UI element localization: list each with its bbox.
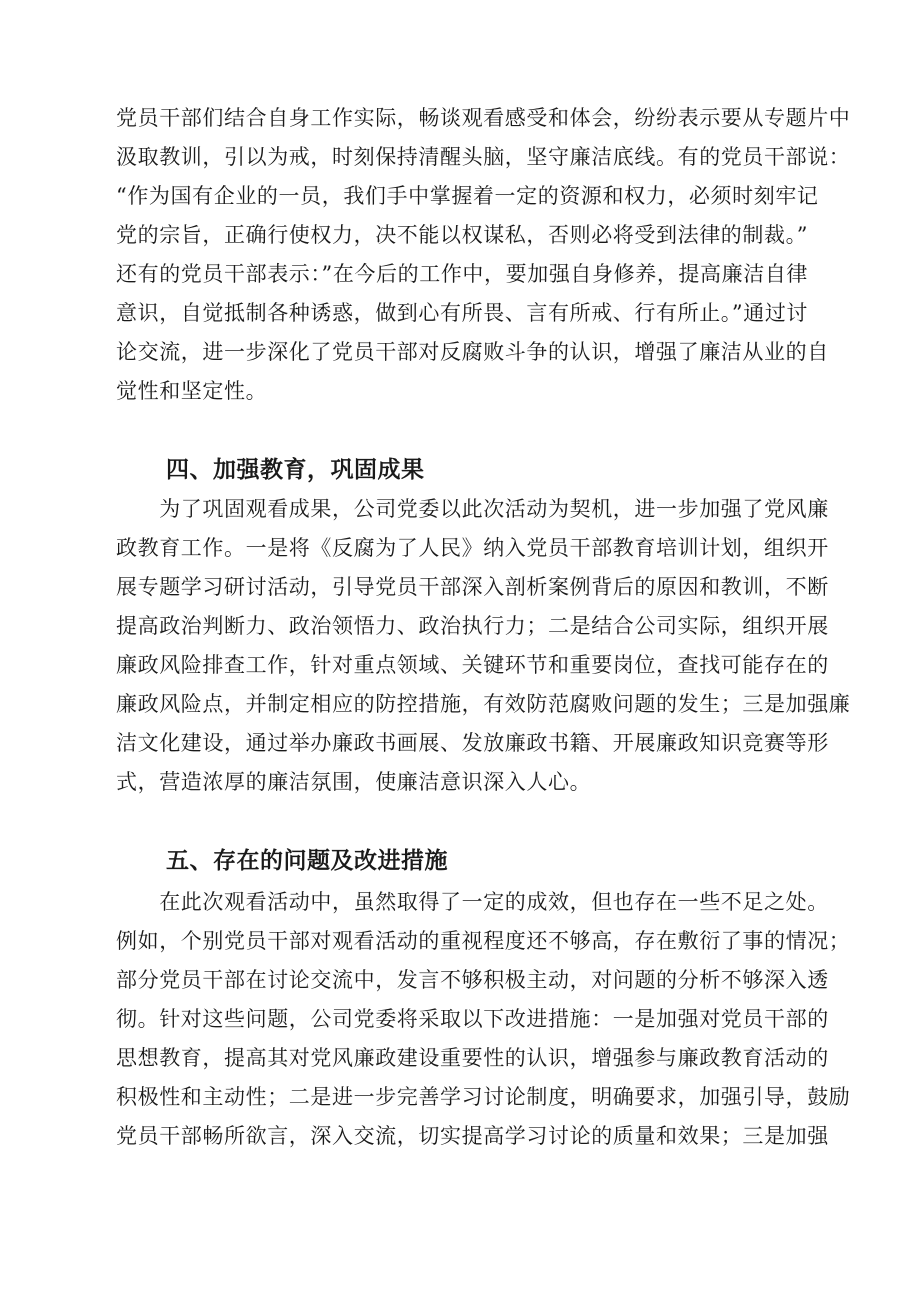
text-line: 洁文化建设，通过举办廉政书画展、发放廉政书籍、开展廉政知识竞赛等形: [116, 731, 829, 755]
section-5: [116, 841, 836, 881]
paragraph-discussion: [116, 99, 851, 411]
text-line: 思想教育，提高其对党风廉政建设重要性的认识，增强参与廉政教育活动的: [116, 1046, 829, 1070]
text-line: 积极性和主动性；二是进一步完善学习讨论制度，明确要求，加强引导，鼓励: [116, 1085, 851, 1109]
section-heading: 五、存在的问题及改进措施: [166, 848, 448, 874]
text-line: 汲取教训，引以为戒，时刻保持清醒头脑，坚守廉洁底线。有的党员干部说：: [116, 145, 851, 169]
text-line: 廉政风险排查工作，针对重点领域、关键环节和重要岗位，查找可能存在的: [116, 653, 829, 677]
text-line: 觉性和坚定性。: [116, 379, 268, 403]
section-4: [116, 450, 836, 490]
text-line: 在此次观看活动中，虽然取得了一定的成效，但也存在一些不足之处。: [116, 890, 829, 914]
text-line: 式，营造浓厚的廉洁氛围，使廉洁意识深入人心。: [116, 770, 592, 794]
text-line: 党员干部畅所欲言，深入交流，切实提高学习讨论的质量和效果；三是加强: [116, 1124, 829, 1148]
paragraph-problems: [116, 883, 851, 1156]
section-heading: 四、加强教育，巩固成果: [166, 457, 425, 483]
text-line: 政教育工作。一是将《反腐为了人民》纳入党员干部教育培训计划，组织开: [116, 536, 829, 560]
text-line: “作为国有企业的一员，我们手中掌握着一定的资源和权力，必须时刻牢记: [116, 184, 819, 208]
text-line: 廉政风险点，并制定相应的防控措施，有效防范腐败问题的发生；三是加强廉: [116, 692, 851, 716]
text-line: 意识，自觉抵制各种诱惑，做到心有所畏、言有所戒、行有所止。”通过讨: [116, 301, 809, 325]
text-line: 还有的党员干部表示：”在今后的工作中，要加强自身修养，提高廉洁自律: [116, 262, 809, 286]
text-line: 提高政治判断力、政治领悟力、政治执行力；二是结合公司实际，组织开展: [116, 614, 829, 638]
text-line: 党的宗旨，正确行使权力，决不能以权谋私，否则必将受到法律的制裁。”: [116, 223, 809, 247]
text-line: 展专题学习研讨活动，引导党员干部深入剖析案例背后的原因和教训，不断: [116, 575, 829, 599]
text-line: 例如，个别党员干部对观看活动的重视程度还不够高，存在敷衍了事的情况；: [116, 929, 851, 953]
text-line: 论交流，进一步深化了党员干部对反腐败斗争的认识，增强了廉洁从业的自: [116, 340, 829, 364]
text-line: 彻。针对这些问题，公司党委将采取以下改进措施：一是加强对党员干部的: [116, 1007, 829, 1031]
text-line: 党员干部们结合自身工作实际，畅谈观看感受和体会，纷纷表示要从专题片中: [116, 106, 851, 130]
paragraph-education: [116, 490, 851, 802]
text-line: 部分党员干部在讨论交流中，发言不够积极主动，对问题的分析不够深入透: [116, 968, 829, 992]
text-line: 为了巩固观看成果，公司党委以此次活动为契机，进一步加强了党风廉: [116, 497, 829, 521]
